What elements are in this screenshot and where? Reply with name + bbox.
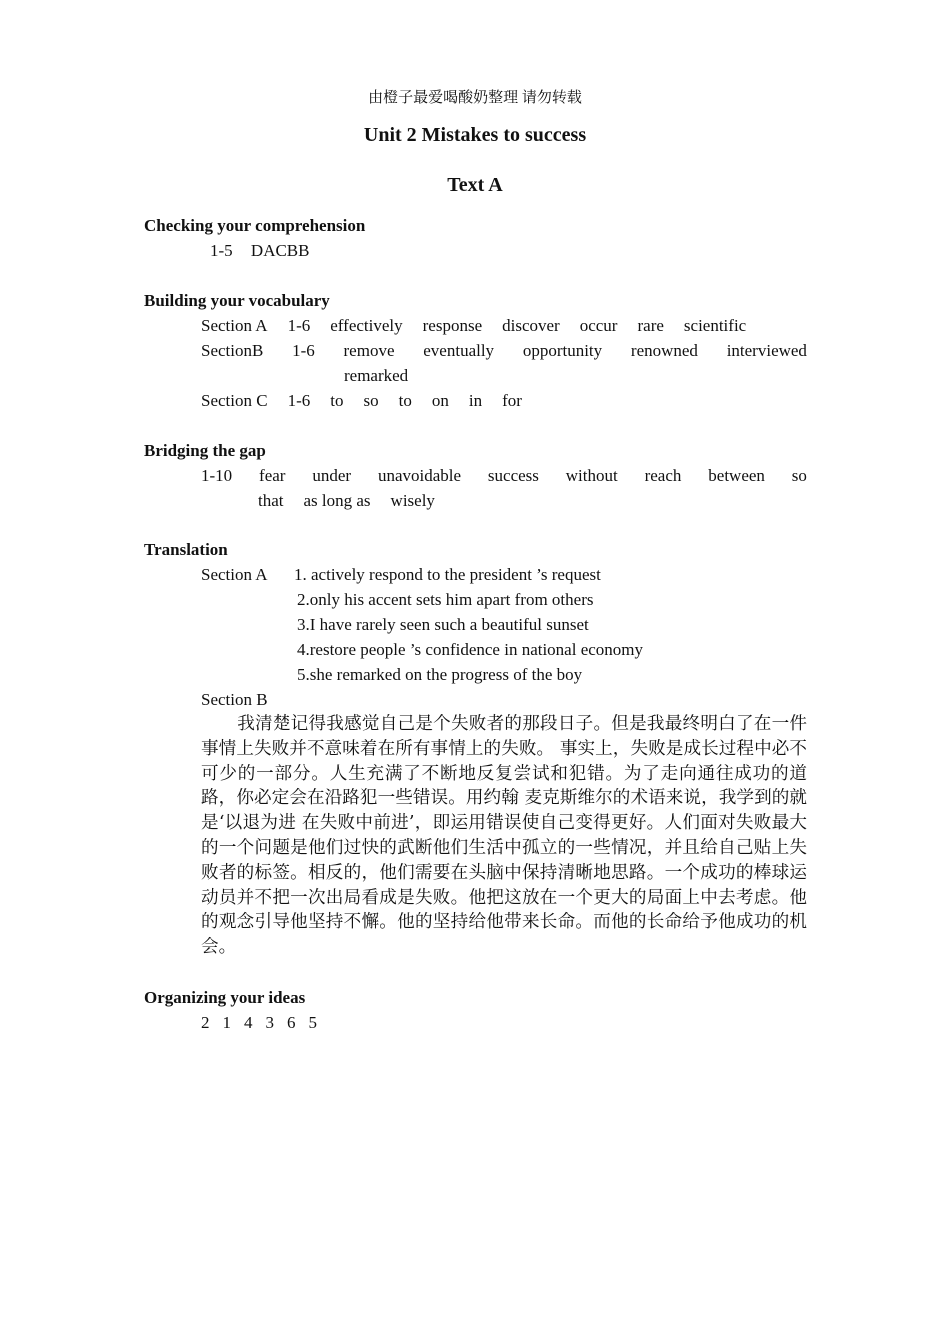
bridging-word: reach	[644, 466, 682, 485]
vocab-section-a-label: Section A	[201, 316, 268, 335]
vocab-word: response	[422, 316, 483, 335]
vocab-word: interviewed	[726, 341, 807, 360]
vocab-word: discover	[502, 316, 560, 335]
translation-section-b-text: 我清楚记得我感觉自己是个失败者的那段日子。但是我最终明白了在一件事情上失败并不意味着在所有事情上的失败。 事实上，失败是成长过程中必不可少的一部分。人生充满了不断地反复尝试和犯错。为了走向通往成功的道路，你必定会在沿路犯一些错误。用约翰 麦克斯维尔的术语来说，我学到的就是‘以退为进 在失败中前进’，即运用错误使自己变得更好。人们面对失败最大的一个问题是他们过快的武断他们生活中孤立的一些情况，并且给自己贴上失败者的标签。相反的，他们需要在头脑中保持清晰地思路。一个成功的棒球运动员并不把一次出局看成是失败。他把这放在一个更大的局面上中去考虑。他的观念引导他坚持不懈。他的坚持给他带来长命。而他的长命给予他成功的机会。	[201, 714, 807, 958]
bridging-word: fear	[259, 466, 286, 485]
translation-section-b-label: Section B	[201, 690, 268, 709]
vocab-section-b-extra: remarked	[344, 366, 409, 385]
bridging-word: as long as	[303, 491, 371, 510]
organizing-number: 6	[287, 1013, 296, 1032]
vocab-section-c-row	[201, 391, 542, 411]
copyright-notice: 由橙子最爱喝酸奶整理 请勿转载	[368, 90, 582, 106]
translation-heading: Translation	[144, 540, 228, 559]
vocab-word: in	[468, 391, 483, 410]
vocab-word: so	[363, 391, 379, 410]
bridging-word: unavoidable	[377, 466, 462, 485]
unit-title: Unit 2 Mistakes to success	[363, 124, 587, 146]
checking-answer: 1-5 DACBB	[210, 241, 310, 260]
vocab-word: to	[330, 391, 344, 410]
bridging-word: between	[708, 466, 765, 485]
vocab-word: renowned	[630, 341, 698, 360]
translation-item: 5.she remarked on the progress of the boy	[297, 665, 583, 684]
bridging-word: success	[487, 466, 539, 485]
vocab-word: rare	[637, 316, 664, 335]
vocab-section-b-range: 1-6	[292, 341, 315, 360]
bridging-word: wisely	[390, 491, 435, 510]
vocab-word: to	[398, 391, 412, 410]
vocab-word: occur	[579, 316, 618, 335]
vocab-word: effectively	[330, 316, 403, 335]
vocab-word: remove	[343, 341, 395, 360]
text-title: Text A	[447, 174, 503, 196]
vocab-word: opportunity	[522, 341, 603, 360]
vocab-word: on	[431, 391, 449, 410]
vocab-section-b-label: SectionB	[201, 341, 264, 360]
translation-item: 4.restore people ’s confidence in national economy	[297, 640, 644, 659]
vocab-section-a-range: 1-6	[287, 316, 311, 335]
translation-section-b-paragraph	[201, 712, 807, 960]
translation-item: 1. actively respond to the president ’s request	[294, 565, 601, 584]
vocab-word: for	[502, 391, 522, 410]
organizing-order-row	[201, 1013, 330, 1033]
bridging-heading: Bridging the gap	[144, 441, 266, 460]
bridging-word: without	[565, 466, 618, 485]
organizing-number: 1	[222, 1013, 231, 1032]
vocabulary-heading: Building your vocabulary	[144, 291, 330, 310]
vocab-word: scientific	[683, 316, 747, 335]
bridging-word: so	[791, 466, 807, 485]
translation-item: 2.only his accent sets him apart from others	[297, 590, 594, 609]
organizing-heading: Organizing your ideas	[144, 988, 306, 1007]
translation-section-a-label: Section A	[201, 565, 268, 584]
organizing-number: 4	[244, 1013, 253, 1032]
organizing-number: 5	[308, 1013, 317, 1032]
organizing-number: 3	[265, 1013, 274, 1032]
translation-item: 3.I have rarely seen such a beautiful sunset	[297, 615, 589, 634]
vocab-section-a-row	[201, 316, 766, 336]
bridging-word: under	[312, 466, 352, 485]
bridging-range: 1-10	[201, 466, 233, 485]
vocab-section-c-range: 1-6	[287, 391, 311, 410]
organizing-number: 2	[201, 1013, 210, 1032]
bridging-row	[201, 466, 807, 486]
vocab-section-c-label: Section C	[201, 391, 268, 410]
bridging-row-2	[258, 491, 455, 511]
vocab-section-b-row	[201, 341, 807, 361]
bridging-word: that	[258, 491, 284, 510]
vocab-word: eventually	[423, 341, 495, 360]
checking-heading: Checking your comprehension	[144, 216, 366, 235]
